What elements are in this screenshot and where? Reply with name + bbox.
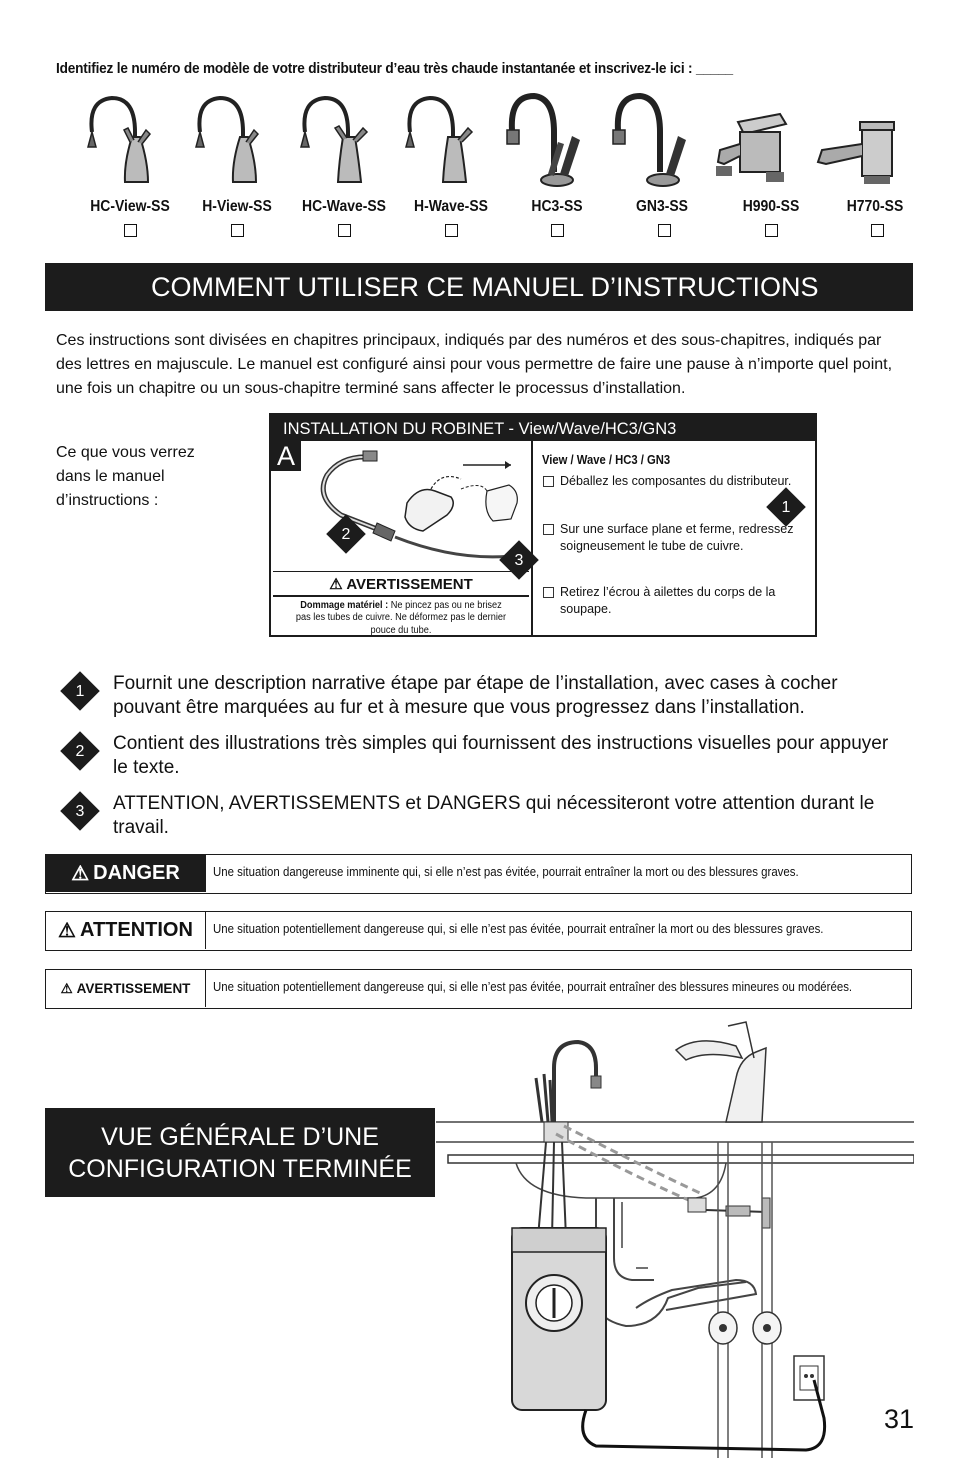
h770-faucet-icon (810, 92, 900, 192)
model-checkbox-hc-wave-ss[interactable] (338, 224, 351, 237)
model-checkbox-h-view-ss[interactable] (231, 224, 244, 237)
sample-step-1: Déballez les composantes du distributeur. (543, 473, 798, 490)
sample-warning-box (273, 571, 529, 637)
warning-triangle-icon: ⚠ (58, 920, 76, 942)
legend-text-3: ATTENTION, AVERTISSEMENTS et DANGERS qui nécessiteront votre attention durant le travail. (113, 793, 875, 838)
model-checkbox-hc3-ss[interactable] (551, 224, 564, 237)
sample-marker-3: 3 (500, 541, 538, 579)
overview-title-banner (45, 1108, 435, 1197)
subchapter-letter: A (271, 441, 301, 471)
attention-label: ⚠ ATTENTION (46, 912, 206, 949)
warning-triangle-icon: ⚠ (60, 980, 73, 996)
legend-text-1: Fournit une description narrative étape par étape de l’installation, avec cases à cocher pouvant être marquées au fur et à mesure que vous progressez dans l’installation. (113, 673, 838, 718)
model-name-gn3-ss: GN3-SS (636, 198, 688, 215)
sample-warning-title: AVERTISSEMENT (346, 576, 473, 593)
sample-marker-2: 2 (327, 515, 365, 553)
model-checkbox-hc-view-ss[interactable] (124, 224, 137, 237)
legend-text-2: Contient des illustrations très simples qui fournissent des instructions visuelles pour appuyer le texte. (113, 733, 889, 778)
page-number: 31 (884, 1404, 915, 1434)
step-checkbox[interactable] (543, 476, 554, 487)
legend-marker-3: 3 (61, 792, 99, 830)
model-name-h-view-ss: H-View-SS (202, 198, 272, 215)
warning-triangle-icon: ⚠ (329, 576, 343, 593)
overview-title-line-2: CONFIGURATION TERMINÉE (68, 1155, 412, 1183)
model-checkbox-h770-ss[interactable] (871, 224, 884, 237)
sample-header-main: INSTALLATION DU ROBINET - (283, 420, 519, 438)
intro-paragraph: Ces instructions sont divisées en chapitres principaux, indiqués par des numéros et des sous-chapitres, indiqués par des lettres en majuscule. Le manuel est configuré ainsi pour vous permettre de faire une pause à n’importe quel point, une fois un chapitre ou un sous-chapitre terminé sans affecter le processus d’installation. (56, 332, 893, 397)
avertissement-text: Une situation potentiellement dangereuse qui, si elle n’est pas évitée, pourrait entraîner des blessures mineures ou modérées. (213, 979, 853, 994)
model-name-hc-wave-ss: HC-Wave-SS (302, 198, 386, 215)
sample-step-2: Sur une surface plane et ferme, redressez soigneusement le tube de cuivre. (543, 521, 798, 555)
h-wave-faucet-icon (398, 92, 488, 192)
hc3-faucet-icon (502, 92, 592, 192)
legend-marker-2: 2 (61, 732, 99, 770)
danger-definition (45, 854, 912, 894)
model-name-hc3-ss: HC3-SS (531, 198, 583, 215)
hc-wave-faucet-icon (293, 92, 383, 192)
sample-instruction-panel (269, 413, 817, 637)
model-name-h770-ss: H770-SS (846, 198, 904, 215)
sample-marker-1: 1 (767, 488, 805, 526)
h990-faucet-icon (710, 92, 800, 192)
h-view-faucet-icon (188, 92, 278, 192)
step-checkbox[interactable] (543, 524, 554, 535)
attention-definition (45, 911, 912, 951)
sample-panel-header (271, 415, 817, 441)
what-you-see-text: Ce que vous verrez dans le manuel d’instructions : (56, 444, 195, 509)
hc-view-faucet-icon (80, 92, 170, 192)
avertissement-definition (45, 969, 912, 1009)
danger-text: Une situation dangereuse imminente qui, si elle n’est pas évitée, pourrait entraîner la mort ou des blessures graves. (213, 864, 799, 879)
sample-subtitle: View / Wave / HC3 / GN3 (542, 453, 671, 467)
model-checkbox-h990-ss[interactable] (765, 224, 778, 237)
model-name-h-wave-ss: H-Wave-SS (414, 198, 488, 215)
danger-label: ⚠ DANGER (46, 855, 206, 892)
step-checkbox[interactable] (543, 587, 554, 598)
sample-step-3: Retirez l’écrou à ailettes du corps de la soupape. (543, 584, 798, 618)
overview-title-line-1: VUE GÉNÉRALE D’UNE (101, 1123, 379, 1151)
sample-warning-text: Ne pincez pas ou ne brisez pas les tubes de cuivre. Ne déformez pas le dernier pouce du tube. (295, 599, 507, 636)
gn3-faucet-icon (608, 92, 698, 192)
legend-marker-1: 1 (61, 672, 99, 710)
sample-warning-bold: Dommage matériel : (300, 599, 389, 611)
completed-installation-illustration (436, 1018, 914, 1458)
model-name-hc-view-ss: HC-View-SS (90, 198, 170, 215)
model-checkbox-gn3-ss[interactable] (658, 224, 671, 237)
warning-triangle-icon: ⚠ (71, 863, 90, 885)
model-number-prompt: Identifiez le numéro de modèle de votre distributeur d’eau très chaude instantanée et inscrivez-le ici : _____ (56, 61, 733, 77)
sample-header-models: View/Wave/HC3/GN3 (518, 420, 677, 438)
avertissement-label: ⚠ AVERTISSEMENT (46, 970, 206, 1007)
model-checkbox-h-wave-ss[interactable] (445, 224, 458, 237)
model-name-h990-ss: H990-SS (742, 198, 800, 215)
section-title-banner: COMMENT UTILISER CE MANUEL D’INSTRUCTIONS (45, 263, 913, 311)
attention-text: Une situation potentiellement dangereuse qui, si elle n’est pas évitée, pourrait entraîner la mort ou des blessures graves. (213, 921, 824, 936)
